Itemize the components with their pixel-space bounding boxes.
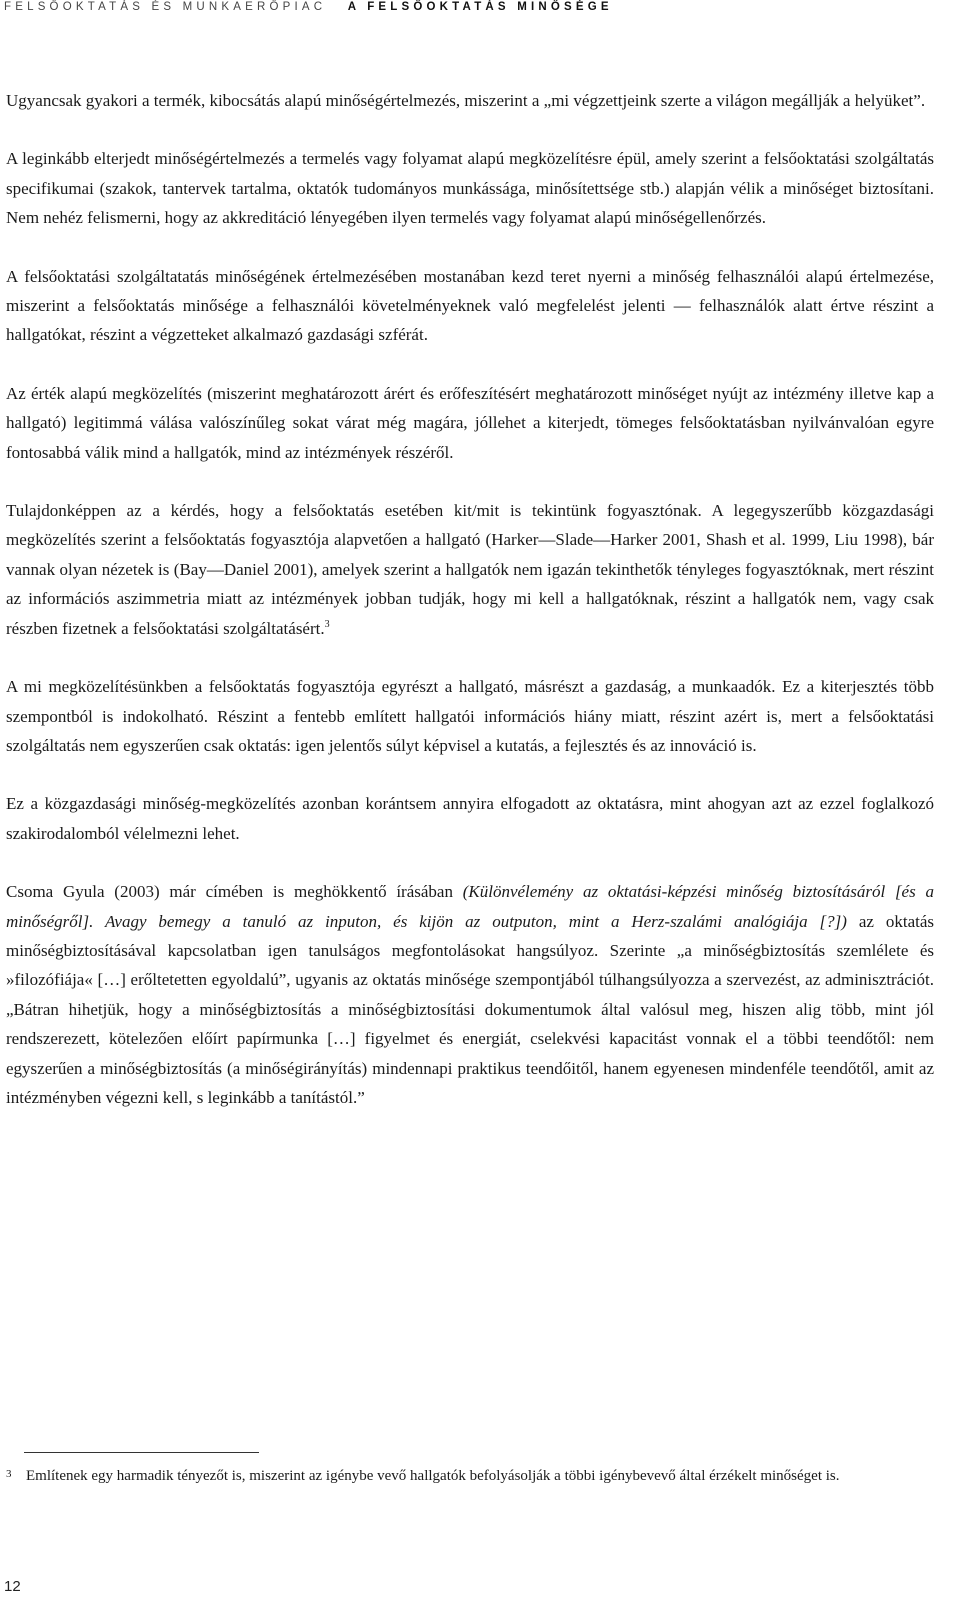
paragraph-text-after: az oktatás minőségbiztosításával kapcsolatban igen tanulságos megfontolásokat hangsúlyoz. Szerinte „a minőségbiztosítás szemlélete és »filozófiája« […] erőltetetten egyoldalú”, ugyanis az oktatás minősége szempontjából túlhangsúlyozza a szervezést, az adminisztrációt. „Bátran hihetjük, hogy a minőségbiztosítás a minőségbiztosítási dokumentumok által valósul meg, hiszen alig több, mint jól rendszerezett, kötelezően előírt papírmunka […] figyelmet és energiát, cselekvési kapacitást vonnak el a többi teendőtől: nem egyszerűen a minőségbiztosítás (a minőségirányítás) mindennapi praktikus teendőitől, hanem egyenesen mindenféle teendőtől, amit az intézményben végezni kell, s leginkább a tanítástól.”: [6, 911, 934, 1107]
paragraph: [6, 877, 934, 1112]
paragraph-italic-title: (Különvélemény az oktatási-képzési minőség biztosításáról [és a minőségről]. Avagy bemegy a tanuló az inputon, és kijön az outputon, mint a Herz-szalámi analógiája [?]): [6, 882, 934, 931]
paragraph: [6, 144, 934, 232]
paragraph-text: Tulajdonképpen az a kérdés, hogy a felsőoktatás esetében kit/mit is tekintünk fogyasztónak. A legegyszerűbb közgazdasági megközelítés szerint a felsőoktatás fogyasztója alapvetően a hallgató (Harker—Slade—Harker 2001, Shash et al. 1999, Liu 1998), bár vannak olyan nézetek is (Bay—Daniel 2001), amelyek szerint a hallgatók nem igazán tekinthetők tényleges fogyasztóknak, mert részint az információs aszimmetria miatt az intézmények jobban tudják, hogy mi kell a hallgatóknak, részint a hallgatók nem, vagy csak részben fizetnek a felsőoktatási szolgáltatásért.: [6, 501, 934, 638]
running-header: [4, 0, 613, 14]
page-number: 12: [4, 1578, 21, 1595]
paragraph-text: Az érték alapú megközelítés (miszerint meghatározott árért és erőfeszítésért meghatározott minőséget nyújt az intézmény illetve kap a hallgató) legitimmá válása valószínűleg sokat várat még magára, jóllehet a kiterjedt, tömeges felsőoktatásban nyilvánvalóan egyre fontosabbá válik mind a hallgatók, mind az intézmények részéről.: [6, 383, 934, 462]
footnote-number: 3: [6, 1468, 12, 1480]
paragraph-text: Ugyancsak gyakori a termék, kibocsátás alapú minőségértelmezés, miszerint a „mi végzettjeink szerte a világon megállják a helyüket”.: [6, 91, 926, 110]
paragraph: [6, 86, 934, 115]
paragraph: [6, 379, 934, 467]
footnote-text: Említenek egy harmadik tényezőt is, miszerint az igénybe vevő hallgatók befolyásolják a többi igénybevevő által érzékelt minőséget is.: [26, 1468, 840, 1484]
paragraph: [6, 789, 934, 848]
body-text: [6, 86, 934, 1141]
paragraph: [6, 672, 934, 760]
paragraph-text: Ez a közgazdasági minőség-megközelítés azonban korántsem annyira elfogadott az oktatásra, mint ahogyan azt az ezzel foglalkozó szakirodalomból vélelmezni lehet.: [6, 794, 934, 843]
paragraph-text: A mi megközelítésünkben a felsőoktatás fogyasztója egyrészt a hallgató, másrészt a gazdaság, a munkaadók. Ez a kiterjesztés több szempontból is indokolható. Részint a fentebb említett hallgatói információs hiány miatt, részint azért is, mert a felsőoktatási szolgáltatás nem egyszerűen csak oktatás: igen jelentős súlyt képvisel a kutatás, a fejlesztés és az innováció is.: [6, 677, 934, 755]
paragraph-text: A leginkább elterjedt minőségértelmezés a termelés vagy folyamat alapú megközelítésre épül, amely szerint a felsőoktatási szolgáltatás specifikumai (szakok, tantervek tartalma, oktatók tudományos munkássága, minősítettsége stb.) alapján vélik a minőséget biztosítani. Nem nehéz felismerni, hogy az akkreditáció lényegében ilyen termelés vagy folyamat alapú minőségellenőrzés.: [6, 149, 934, 228]
paragraph-text: A felsőoktatási szolgáltatatás minőségének értelmezésében mostanában kezd teret nyerni a minőség felhasználói alapú értelmezése, miszerint a felsőoktatás minősége a felhasználói követelményeknek való megfelelést jelenti — felhasználók alatt értve részint a hallgatókat, részint a végzetteket alkalmazó gazdasági szférát.: [6, 266, 934, 345]
footnote-divider: [24, 1452, 259, 1453]
running-header-chapter: A FELSŐOKTATÁS MINŐSÉGE: [347, 1, 613, 13]
footnote-reference[interactable]: 3: [324, 618, 330, 630]
paragraph: [6, 262, 934, 350]
footnote: [6, 1463, 934, 1489]
running-header-section: FELSŐOKTATÁS ÉS MUNKAERŐPIAC: [4, 1, 327, 13]
paragraph: [6, 496, 934, 643]
paragraph-text-before: Csoma Gyula (2003) már címében is meghökkentő írásában: [6, 882, 463, 902]
